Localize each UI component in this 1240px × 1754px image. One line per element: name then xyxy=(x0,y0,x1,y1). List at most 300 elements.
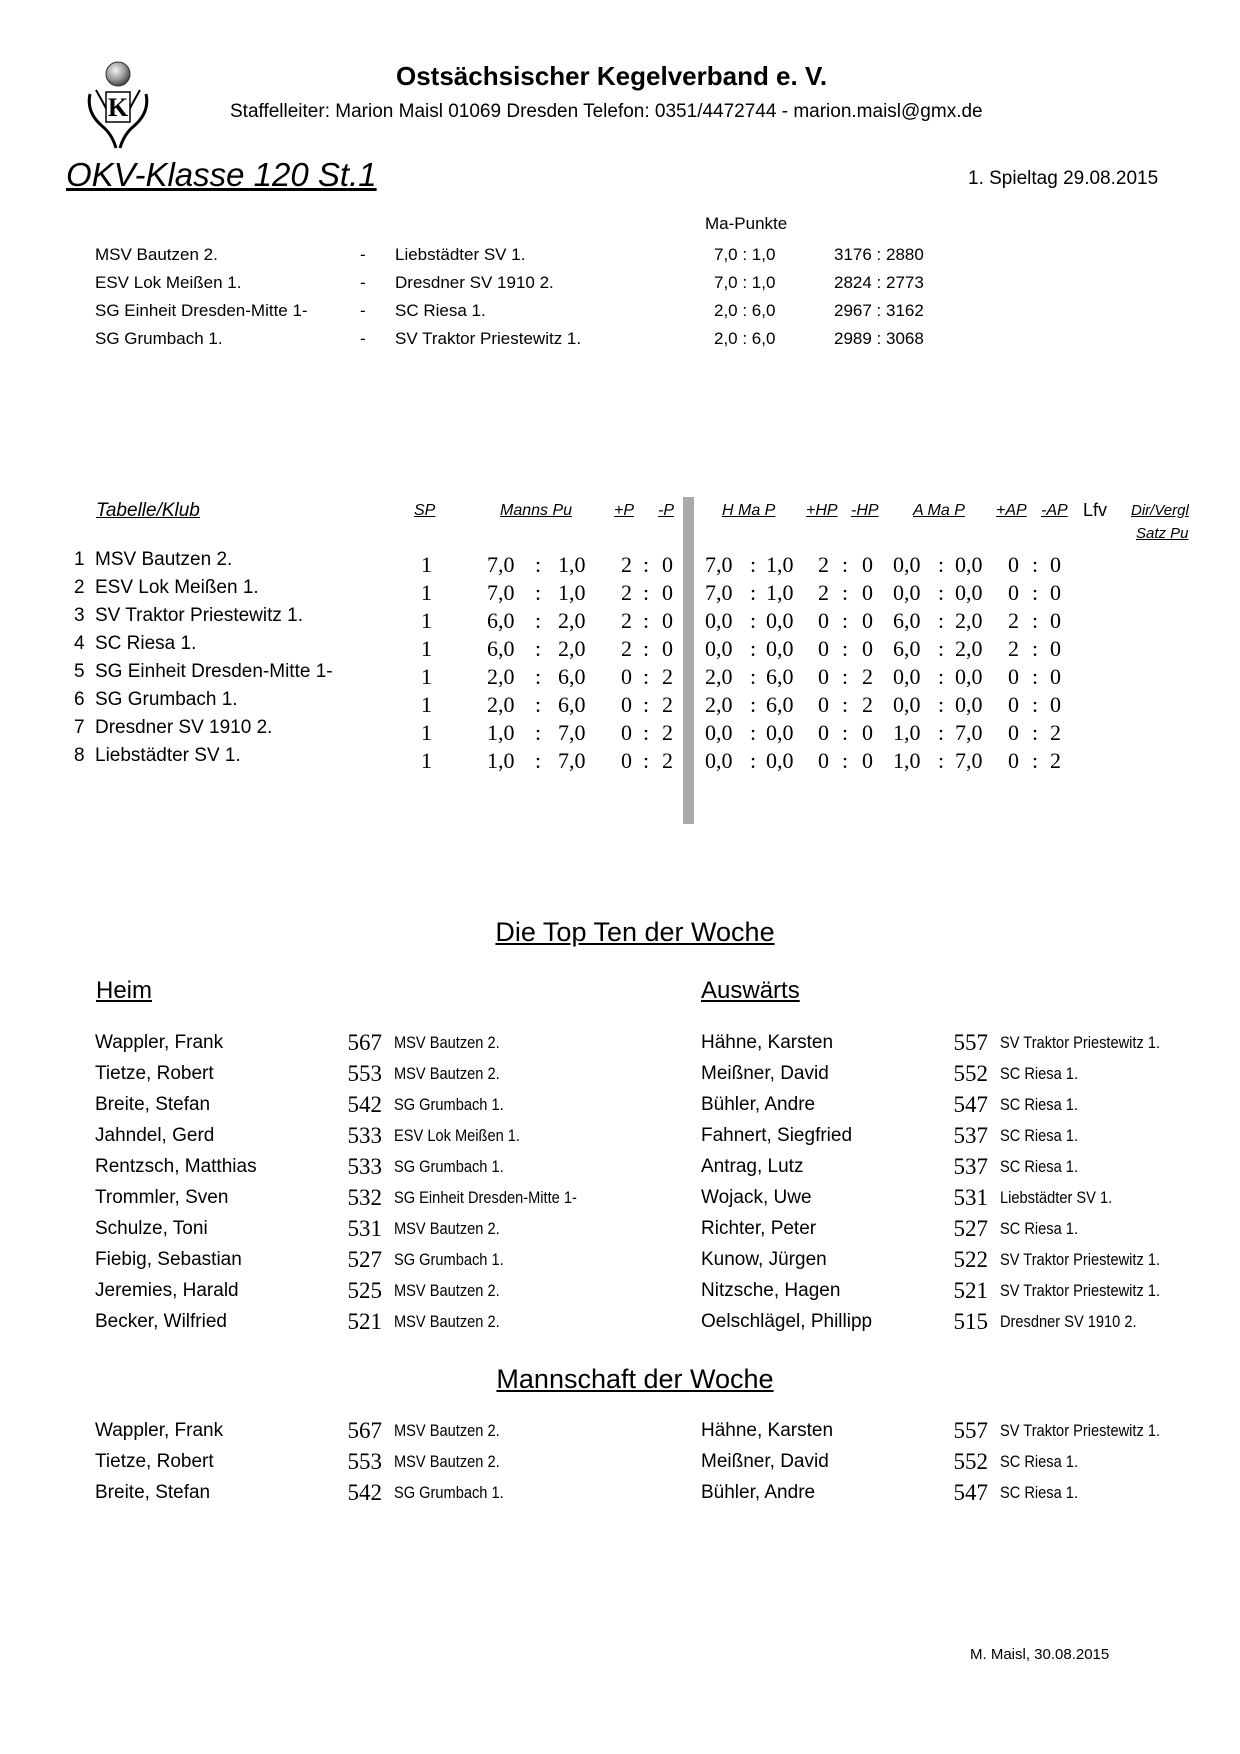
away-player-row xyxy=(0,1247,1240,1275)
colon: : xyxy=(535,664,542,689)
standings-row xyxy=(0,689,1240,717)
player-name: Wappler, Frank xyxy=(95,1032,224,1053)
colon: : xyxy=(842,692,849,717)
player-name: Breite, Stefan xyxy=(95,1094,211,1115)
home-team: ESV Lok Meißen 1. xyxy=(95,273,242,292)
match-pins: 2989 : 3068 xyxy=(834,329,924,348)
header-minus-ap: -AP xyxy=(1041,502,1068,519)
player-score: 552 xyxy=(953,1061,988,1086)
home-points-minus: 0 xyxy=(862,608,873,633)
colon: : xyxy=(643,552,650,577)
away-ma-minus: 7,0 xyxy=(955,748,983,773)
away-player-row xyxy=(0,1030,1240,1058)
player-name: Kunow, Jürgen xyxy=(701,1249,827,1270)
separator: - xyxy=(360,245,366,264)
team-of-week-title: Mannschaft der Woche xyxy=(496,1364,774,1394)
away-ma-minus: 2,0 xyxy=(955,636,983,661)
club-name: SG Einheit Dresden-Mitte 1- xyxy=(95,661,333,682)
team-points-plus: 6,0 xyxy=(487,636,515,661)
team-points-plus: 6,0 xyxy=(487,608,515,633)
standings-row xyxy=(0,745,1240,773)
home-ma-plus: 2,0 xyxy=(705,664,733,689)
player-name: Jeremies, Harald xyxy=(95,1280,239,1301)
home-ma-plus: 0,0 xyxy=(705,720,733,745)
standings-row xyxy=(0,717,1240,745)
player-club: SG Grumbach 1. xyxy=(394,1250,504,1269)
home-ma-plus: 7,0 xyxy=(705,552,733,577)
player-name: Meißner, David xyxy=(701,1451,829,1472)
colon: : xyxy=(842,720,849,745)
away-points-minus: 0 xyxy=(1050,692,1061,717)
colon: : xyxy=(938,748,945,773)
colon: : xyxy=(842,608,849,633)
home-points-plus: 2 xyxy=(818,580,829,605)
standings-row xyxy=(0,577,1240,605)
games-played: 1 xyxy=(421,692,432,717)
points-minus: 2 xyxy=(662,748,673,773)
away-ma-plus: 0,0 xyxy=(893,692,921,717)
colon: : xyxy=(535,636,542,661)
player-name: Nitzsche, Hagen xyxy=(701,1280,841,1301)
colon: : xyxy=(535,692,542,717)
away-player-row xyxy=(0,1123,1240,1151)
header-minus-hp: -HP xyxy=(851,502,879,519)
away-ma-minus: 0,0 xyxy=(955,580,983,605)
home-points-plus: 0 xyxy=(818,748,829,773)
away-points-minus: 0 xyxy=(1050,608,1061,633)
player-club: SV Traktor Priestewitz 1. xyxy=(1000,1250,1161,1269)
away-player-row xyxy=(0,1480,1240,1508)
away-points-plus: 0 xyxy=(1008,692,1019,717)
player-name: Becker, Wilfried xyxy=(95,1311,227,1332)
home-points-minus: 0 xyxy=(862,552,873,577)
organization-name: Ostsächsischer Kegelverband e. V. xyxy=(396,61,828,91)
home-ma-minus: 6,0 xyxy=(766,664,794,689)
team-points-plus: 2,0 xyxy=(487,692,515,717)
bowling-pin-logo-icon xyxy=(82,60,154,152)
colon: : xyxy=(535,608,542,633)
rank: 6 xyxy=(74,689,85,710)
player-score: 552 xyxy=(953,1449,988,1474)
points-minus: 2 xyxy=(662,692,673,717)
matchday-date: 1. Spieltag 29.08.2015 xyxy=(968,168,1159,189)
colon: : xyxy=(535,748,542,773)
rank: 2 xyxy=(74,577,85,598)
colon: : xyxy=(750,692,757,717)
home-ma-minus: 6,0 xyxy=(766,692,794,717)
player-score: 525 xyxy=(347,1278,382,1303)
match-points: 7,0 : 1,0 xyxy=(714,273,776,292)
colon: : xyxy=(938,664,945,689)
home-points-minus: 2 xyxy=(862,664,873,689)
player-score: 557 xyxy=(953,1030,988,1055)
colon: : xyxy=(643,608,650,633)
away-points-minus: 0 xyxy=(1050,664,1061,689)
result-row xyxy=(0,245,1240,271)
colon: : xyxy=(1032,636,1039,661)
rank: 8 xyxy=(74,745,85,766)
points-plus: 2 xyxy=(621,608,632,633)
colon: : xyxy=(842,580,849,605)
player-club: MSV Bautzen 2. xyxy=(394,1033,500,1052)
away-points-minus: 0 xyxy=(1050,636,1061,661)
points-plus: 0 xyxy=(621,692,632,717)
rank: 5 xyxy=(74,661,85,682)
team-points-plus: 1,0 xyxy=(487,748,515,773)
colon: : xyxy=(643,748,650,773)
colon: : xyxy=(938,580,945,605)
points-plus: 2 xyxy=(621,636,632,661)
header-sp: SP xyxy=(414,502,436,519)
player-name: Wappler, Frank xyxy=(95,1420,224,1441)
home-team: SG Einheit Dresden-Mitte 1- xyxy=(95,301,308,320)
match-points: 2,0 : 6,0 xyxy=(714,301,776,320)
player-name: Hähne, Karsten xyxy=(701,1032,834,1053)
player-score: 522 xyxy=(953,1247,988,1272)
home-points-plus: 0 xyxy=(818,720,829,745)
colon: : xyxy=(1032,608,1039,633)
player-name: Jahndel, Gerd xyxy=(95,1125,215,1146)
away-ma-plus: 0,0 xyxy=(893,552,921,577)
away-points-plus: 2 xyxy=(1008,636,1019,661)
games-played: 1 xyxy=(421,580,432,605)
player-name: Bühler, Andre xyxy=(701,1482,816,1503)
player-score: 567 xyxy=(347,1418,382,1443)
player-club: SG Grumbach 1. xyxy=(394,1483,504,1502)
player-club: SC Riesa 1. xyxy=(1000,1095,1079,1114)
away-ma-plus: 1,0 xyxy=(893,748,921,773)
player-name: Wojack, Uwe xyxy=(701,1187,812,1208)
player-name: Trommler, Sven xyxy=(95,1187,229,1208)
away-player-row xyxy=(0,1449,1240,1477)
home-ma-plus: 7,0 xyxy=(705,580,733,605)
team-points-plus: 7,0 xyxy=(487,580,515,605)
points-plus: 0 xyxy=(621,748,632,773)
team-points-minus: 6,0 xyxy=(558,692,586,717)
away-team: SC Riesa 1. xyxy=(395,301,486,320)
standings-row xyxy=(0,605,1240,633)
player-score: 547 xyxy=(953,1092,988,1117)
club-name: SV Traktor Priestewitz 1. xyxy=(95,605,304,626)
player-club: MSV Bautzen 2. xyxy=(394,1281,500,1300)
team-points-minus: 6,0 xyxy=(558,664,586,689)
header-dir: Dir/Vergl xyxy=(1131,502,1189,519)
player-club: MSV Bautzen 2. xyxy=(394,1064,500,1083)
player-club: SG Grumbach 1. xyxy=(394,1095,504,1114)
games-played: 1 xyxy=(421,636,432,661)
player-club: SG Einheit Dresden-Mitte 1- xyxy=(394,1188,577,1207)
points-minus: 0 xyxy=(662,608,673,633)
team-points-plus: 7,0 xyxy=(487,552,515,577)
match-pins: 2824 : 2773 xyxy=(834,273,924,292)
player-club: MSV Bautzen 2. xyxy=(394,1452,500,1471)
away-ma-plus: 0,0 xyxy=(893,664,921,689)
rank: 4 xyxy=(74,633,85,654)
away-player-row xyxy=(0,1154,1240,1182)
colon: : xyxy=(1032,552,1039,577)
header-manns: Manns Pu xyxy=(500,502,573,519)
player-score: 527 xyxy=(347,1247,382,1272)
away-heading: Auswärts xyxy=(701,977,800,1004)
colon: : xyxy=(750,748,757,773)
player-club: SC Riesa 1. xyxy=(1000,1219,1079,1238)
home-ma-minus: 1,0 xyxy=(766,552,794,577)
colon: : xyxy=(842,664,849,689)
player-score: 531 xyxy=(347,1216,382,1241)
home-team: MSV Bautzen 2. xyxy=(95,245,218,264)
team-points-minus: 7,0 xyxy=(558,720,586,745)
home-ma-plus: 0,0 xyxy=(705,608,733,633)
away-team: SV Traktor Priestewitz 1. xyxy=(395,329,582,348)
home-points-plus: 0 xyxy=(818,664,829,689)
games-played: 1 xyxy=(421,608,432,633)
away-player-row xyxy=(0,1185,1240,1213)
club-name: Dresdner SV 1910 2. xyxy=(95,717,273,738)
away-player-row xyxy=(0,1418,1240,1446)
rank: 3 xyxy=(74,605,85,626)
team-points-minus: 2,0 xyxy=(558,636,586,661)
colon: : xyxy=(750,608,757,633)
player-name: Fahnert, Siegfried xyxy=(701,1125,853,1146)
player-club: SC Riesa 1. xyxy=(1000,1126,1079,1145)
player-name: Oelschlägel, Phillipp xyxy=(701,1311,873,1332)
player-name: Richter, Peter xyxy=(701,1218,817,1239)
result-row xyxy=(0,329,1240,355)
away-ma-minus: 0,0 xyxy=(955,552,983,577)
colon: : xyxy=(1032,692,1039,717)
player-name: Tietze, Robert xyxy=(95,1063,214,1084)
home-ma-minus: 0,0 xyxy=(766,748,794,773)
away-player-row xyxy=(0,1061,1240,1089)
result-row xyxy=(0,273,1240,299)
player-score: 521 xyxy=(347,1309,382,1334)
games-played: 1 xyxy=(421,748,432,773)
points-plus: 0 xyxy=(621,720,632,745)
contact-line: Staffelleiter: Marion Maisl 01069 Dresden Telefon: 0351/4472744 - marion.maisl@gmx.de xyxy=(230,101,983,122)
separator: - xyxy=(360,329,366,348)
team-points-plus: 1,0 xyxy=(487,720,515,745)
player-name: Breite, Stefan xyxy=(95,1482,211,1503)
home-ma-minus: 0,0 xyxy=(766,608,794,633)
player-score: 532 xyxy=(347,1185,382,1210)
away-ma-minus: 7,0 xyxy=(955,720,983,745)
header-amap: A Ma P xyxy=(913,502,965,519)
points-minus: 0 xyxy=(662,636,673,661)
away-points-plus: 0 xyxy=(1008,720,1019,745)
match-points: 2,0 : 6,0 xyxy=(714,329,776,348)
away-points-plus: 0 xyxy=(1008,664,1019,689)
header-plus-p: +P xyxy=(614,502,635,519)
away-ma-plus: 6,0 xyxy=(893,608,921,633)
away-points-minus: 0 xyxy=(1050,552,1061,577)
separator: - xyxy=(360,273,366,292)
colon: : xyxy=(1032,720,1039,745)
home-points-minus: 0 xyxy=(862,580,873,605)
colon: : xyxy=(535,580,542,605)
player-name: Bühler, Andre xyxy=(701,1094,816,1115)
player-score: 557 xyxy=(953,1418,988,1443)
player-club: ESV Lok Meißen 1. xyxy=(394,1126,520,1145)
player-club: MSV Bautzen 2. xyxy=(394,1219,500,1238)
points-plus: 2 xyxy=(621,552,632,577)
player-club: Dresdner SV 1910 2. xyxy=(1000,1312,1137,1331)
player-club: SC Riesa 1. xyxy=(1000,1452,1079,1471)
header-satz: Satz Pu xyxy=(1136,525,1189,542)
games-played: 1 xyxy=(421,720,432,745)
header-lfv: Lfv xyxy=(1083,500,1108,520)
away-points-minus: 2 xyxy=(1050,748,1061,773)
home-ma-plus: 2,0 xyxy=(705,692,733,717)
player-score: 553 xyxy=(347,1061,382,1086)
team-points-minus: 7,0 xyxy=(558,748,586,773)
colon: : xyxy=(842,636,849,661)
colon: : xyxy=(643,664,650,689)
points-minus: 0 xyxy=(662,552,673,577)
player-score: 515 xyxy=(953,1309,988,1334)
colon: : xyxy=(1032,580,1039,605)
home-heading: Heim xyxy=(96,977,153,1004)
player-club: SC Riesa 1. xyxy=(1000,1064,1079,1083)
player-score: 547 xyxy=(953,1480,988,1505)
rank: 7 xyxy=(74,717,85,738)
away-player-row xyxy=(0,1216,1240,1244)
team-points-minus: 1,0 xyxy=(558,552,586,577)
games-played: 1 xyxy=(421,664,432,689)
away-ma-plus: 6,0 xyxy=(893,636,921,661)
player-name: Antrag, Lutz xyxy=(701,1156,804,1177)
player-name: Fiebig, Sebastian xyxy=(95,1249,242,1270)
away-ma-minus: 0,0 xyxy=(955,692,983,717)
player-club: SV Traktor Priestewitz 1. xyxy=(1000,1033,1161,1052)
home-points-plus: 0 xyxy=(818,692,829,717)
player-name: Schulze, Toni xyxy=(95,1218,208,1239)
player-club: SG Grumbach 1. xyxy=(394,1157,504,1176)
standings-row xyxy=(0,661,1240,689)
home-points-plus: 0 xyxy=(818,636,829,661)
club-name: ESV Lok Meißen 1. xyxy=(95,577,259,598)
points-plus: 0 xyxy=(621,664,632,689)
footer-signature: M. Maisl, 30.08.2015 xyxy=(970,1646,1110,1663)
colon: : xyxy=(643,580,650,605)
away-points-plus: 0 xyxy=(1008,748,1019,773)
player-club: Liebstädter SV 1. xyxy=(1000,1188,1113,1207)
player-club: MSV Bautzen 2. xyxy=(394,1421,500,1440)
player-score: 521 xyxy=(953,1278,988,1303)
player-club: MSV Bautzen 2. xyxy=(394,1312,500,1331)
separator: - xyxy=(360,301,366,320)
colon: : xyxy=(750,720,757,745)
away-player-row xyxy=(0,1092,1240,1120)
player-name: Hähne, Karsten xyxy=(701,1420,834,1441)
player-score: 553 xyxy=(347,1449,382,1474)
club-name: Liebstädter SV 1. xyxy=(95,745,241,766)
colon: : xyxy=(750,580,757,605)
away-player-row xyxy=(0,1309,1240,1337)
away-ma-plus: 1,0 xyxy=(893,720,921,745)
colon: : xyxy=(842,552,849,577)
league-title: OKV-Klasse 120 St.1 xyxy=(66,156,377,193)
home-ma-plus: 0,0 xyxy=(705,636,733,661)
match-pins: 2967 : 3162 xyxy=(834,301,924,320)
home-points-minus: 0 xyxy=(862,720,873,745)
result-row xyxy=(0,301,1240,327)
player-score: 531 xyxy=(953,1185,988,1210)
header-minus-p: -P xyxy=(658,502,674,519)
games-played: 1 xyxy=(421,552,432,577)
logo-letter: K xyxy=(107,93,129,122)
home-points-minus: 2 xyxy=(862,692,873,717)
points-plus: 2 xyxy=(621,580,632,605)
player-score: 527 xyxy=(953,1216,988,1241)
colon: : xyxy=(750,664,757,689)
home-points-plus: 2 xyxy=(818,552,829,577)
away-ma-minus: 0,0 xyxy=(955,664,983,689)
player-score: 542 xyxy=(347,1092,382,1117)
rank: 1 xyxy=(74,549,85,570)
player-score: 537 xyxy=(953,1154,988,1179)
away-points-plus: 0 xyxy=(1008,580,1019,605)
player-name: Rentzsch, Matthias xyxy=(95,1156,257,1177)
colon: : xyxy=(938,608,945,633)
colon: : xyxy=(643,636,650,661)
home-points-minus: 0 xyxy=(862,636,873,661)
away-points-plus: 0 xyxy=(1008,552,1019,577)
colon: : xyxy=(535,720,542,745)
header-club: Tabelle/Klub xyxy=(96,500,200,521)
colon: : xyxy=(938,692,945,717)
colon: : xyxy=(938,720,945,745)
away-team: Dresdner SV 1910 2. xyxy=(395,273,554,292)
away-team: Liebstädter SV 1. xyxy=(395,245,526,264)
player-name: Tietze, Robert xyxy=(95,1451,214,1472)
away-points-minus: 0 xyxy=(1050,580,1061,605)
team-points-minus: 2,0 xyxy=(558,608,586,633)
points-minus: 2 xyxy=(662,664,673,689)
header-plus-hp: +HP xyxy=(806,502,838,519)
player-score: 537 xyxy=(953,1123,988,1148)
home-points-minus: 0 xyxy=(862,748,873,773)
home-ma-minus: 1,0 xyxy=(766,580,794,605)
player-score: 567 xyxy=(347,1030,382,1055)
top-ten-title: Die Top Ten der Woche xyxy=(495,917,775,947)
colon: : xyxy=(643,692,650,717)
colon: : xyxy=(938,636,945,661)
player-name: Meißner, David xyxy=(701,1063,829,1084)
match-pins: 3176 : 2880 xyxy=(834,245,924,264)
points-minus: 0 xyxy=(662,580,673,605)
colon: : xyxy=(750,552,757,577)
away-points-plus: 2 xyxy=(1008,608,1019,633)
points-minus: 2 xyxy=(662,720,673,745)
colon: : xyxy=(842,748,849,773)
away-ma-plus: 0,0 xyxy=(893,580,921,605)
club-name: SG Grumbach 1. xyxy=(95,689,238,710)
home-points-plus: 0 xyxy=(818,608,829,633)
colon: : xyxy=(643,720,650,745)
home-team: SG Grumbach 1. xyxy=(95,329,223,348)
club-name: SC Riesa 1. xyxy=(95,633,197,654)
team-points-plus: 2,0 xyxy=(487,664,515,689)
colon: : xyxy=(535,552,542,577)
away-points-minus: 2 xyxy=(1050,720,1061,745)
home-ma-minus: 0,0 xyxy=(766,720,794,745)
home-ma-plus: 0,0 xyxy=(705,748,733,773)
home-ma-minus: 0,0 xyxy=(766,636,794,661)
standings-row xyxy=(0,549,1240,577)
player-club: SV Traktor Priestewitz 1. xyxy=(1000,1281,1161,1300)
away-ma-minus: 2,0 xyxy=(955,608,983,633)
ma-punkte-heading: Ma-Punkte xyxy=(705,214,788,233)
